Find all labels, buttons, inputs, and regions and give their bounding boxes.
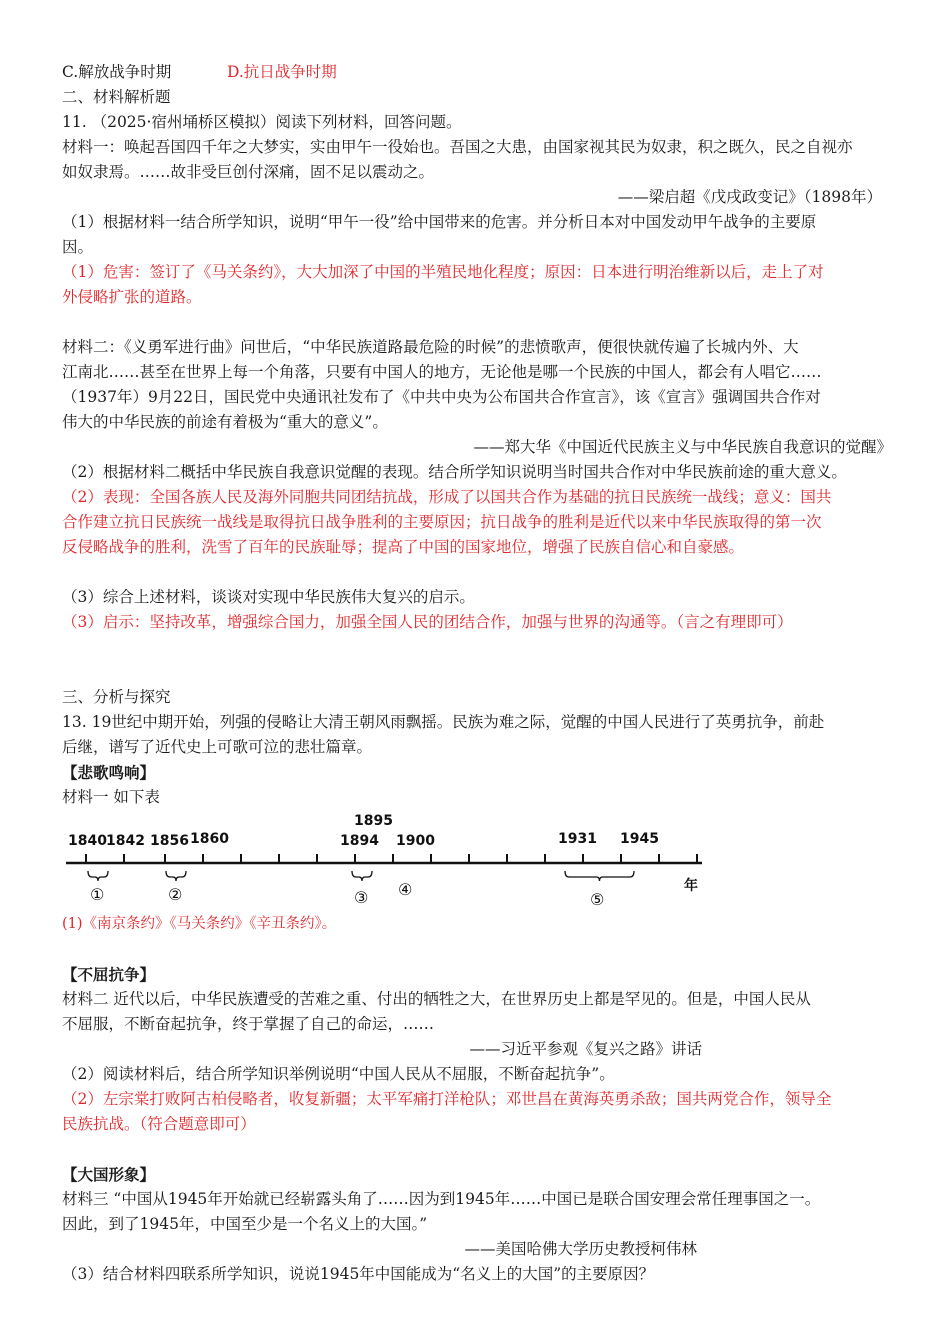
q13-answer2: 民族抗战。（符合题意即可）	[62, 1115, 256, 1133]
q13-answer2: （2）左宗棠打败阿古柏侵略者，收复新疆；太平军痛打洋枪队；邓世昌在黄海英勇杀敌；国共两党合作，领导全	[62, 1090, 832, 1108]
q13-answer1: (1)《南京条约》《马关条约》《辛丑条约》。	[62, 916, 337, 932]
q13-stem: 后继，谱写了近代史上可歌可泣的悲壮篇章。	[62, 738, 373, 756]
q11-material2-line: （1937年）9月22日，国民党中央通讯社发布了《中共中央为公布国共合作宣言》，该《宣言》强调国共合作对	[62, 388, 821, 406]
q11-answer1: （1）危害：签订了《马关条约》，大大加深了中国的半殖民地化程度；原因：日本进行明治维新以后，走上了对	[62, 263, 824, 281]
section-heading-material-analysis: 二、材料解析题	[62, 88, 171, 106]
option-d-answer: D.抗日战争时期	[227, 63, 337, 81]
q13-material1: 材料一 如下表	[62, 788, 160, 806]
q13-question3: （3）结合材料四联系所学知识，说说1945年中国能成为“名义上的大国”的主要原因？	[62, 1265, 655, 1283]
timeline-brace	[565, 871, 634, 881]
q11-question1: （1）根据材料一结合所学知识，说明“甲午一役”给中国带来的危害。并分析日本对中国发动甲午战争的主要原	[62, 213, 817, 231]
q11-material2-line: 材料二：《义勇军进行曲》问世后，“中华民族道路最危险的时候”的悲愤歌声，便很快就传遍了长城内外、大	[62, 338, 799, 356]
q13-material3-line: 因此，到了1945年，中国至少是一个名义上的大国。”	[62, 1215, 428, 1233]
option-c: C.解放战争时期	[62, 63, 172, 81]
document-page	[62, 60, 892, 1287]
timeline-year-label: 1900	[396, 833, 435, 849]
timeline-year-label: 1856	[150, 833, 189, 849]
q13-question2: （2）阅读材料后，结合所学知识举例说明“中国人民从不屈服，不断奋起抗争”。	[62, 1065, 615, 1083]
timeline-svg	[62, 813, 712, 909]
q13-heading-resistance: 【不屈抗争】	[62, 965, 156, 984]
q11-answer1: 外侵略扩张的道路。	[62, 288, 202, 306]
q13-material3-line: 材料三 “中国从1945年开始就已经崭露头角了……因为到1945年……中国已是联合国安理会常任理事国之一。	[62, 1190, 821, 1208]
q11-material2-source: ——郑大华《中国近代民族主义与中华民族自我意识的觉醒》	[473, 438, 892, 456]
q11-material1-source: ——梁启超《戊戌政变记》（1898年）	[617, 188, 882, 206]
timeline-segment-marker: ①	[90, 885, 105, 904]
q13-material3-source: ——美国哈佛大学历史教授柯伟林	[464, 1240, 697, 1258]
timeline-year-label: 1945	[620, 831, 659, 847]
timeline-brace	[352, 871, 372, 881]
q11-answer3: （3）启示：坚持改革，增强综合国力，加强全国人民的团结合作，加强与世界的沟通等。（言之有理即可）	[62, 613, 793, 631]
q11-material1-line: 材料一：唤起吾国四千年之大梦实，实由甲午一役始也。吾国之大患，由国家视其民为奴隶，积之既久，民之自视亦	[62, 138, 853, 156]
q11-stem: 11. （2025·宿州埇桥区模拟）阅读下列材料，回答问题。	[62, 113, 462, 131]
timeline-brace	[166, 871, 186, 881]
q13-material2-line: 材料二 近代以后，中华民族遭受的苦难之重、付出的牺牲之大，在世界历史上都是罕见的。但是，中国人民从	[62, 990, 811, 1008]
section-heading-analysis: 三、分析与探究	[62, 688, 171, 706]
q11-answer2: 合作建立抗日民族统一战线是取得抗日战争胜利的主要原因；抗日战争的胜利是近代以来中华民族取得的第一次	[62, 513, 822, 531]
timeline-brace	[88, 871, 108, 881]
q11-material2-line: 伟大的中华民族的前途有着极为“重大的意义”。	[62, 413, 388, 431]
timeline-unit-label: 年	[684, 878, 698, 894]
q13-stem: 13. 19世纪中期开始，列强的侵略让大清王朝风雨飘摇。民族为难之际，觉醒的中国人民进行了英勇抗争，前赴	[62, 713, 825, 731]
q13-heading-elegy: 【悲歌鸣响】	[62, 763, 156, 782]
q11-question3: （3）综合上述材料，谈谈对实现中华民族伟大复兴的启示。	[62, 588, 475, 606]
timeline-segment-marker: ②	[168, 885, 183, 904]
q13-material2-source: ——习近平参观《复兴之路》讲话	[469, 1040, 702, 1058]
timeline-segment-marker: ④	[398, 880, 413, 899]
timeline-year-label: 1860	[190, 831, 229, 847]
timeline-segment-marker: ⑤	[590, 890, 605, 909]
timeline-year-label: 1842	[106, 833, 145, 849]
q13-material2-line: 不屈服，不断奋起抗争，终于掌握了自己的命运，……	[62, 1015, 435, 1033]
answer-options-row	[62, 60, 892, 85]
q11-answer2: 反侵略战争的胜利，洗雪了百年的民族耻辱；提高了中国的国家地位，增强了民族自信心和自豪感。	[62, 538, 745, 556]
q13-heading-great-power: 【大国形象】	[62, 1165, 156, 1184]
timeline-figure	[62, 813, 712, 909]
q11-answer2: （2）表现：全国各族人民及海外同胞共同团结抗战，形成了以国共合作为基础的抗日民族统一战线；意义：国共	[62, 488, 832, 506]
timeline-segment-marker: ③	[354, 888, 369, 907]
q11-question1: 因。	[62, 238, 94, 256]
timeline-year-label: 1840	[68, 833, 107, 849]
timeline-year-label: 1931	[558, 831, 597, 847]
q11-material1-line: 如奴隶焉。……故非受巨创付深痛，固不足以震动之。	[62, 163, 435, 181]
q11-question2: （2）根据材料二概括中华民族自我意识觉醒的表现。结合所学知识说明当时国共合作对中华民族前途的重大意义。	[62, 463, 847, 481]
timeline-year-label: 1894	[340, 833, 379, 849]
timeline-year-label: 1895	[354, 813, 393, 829]
q11-material2-line: 江南北……甚至在世界上每一个角落，只要有中国人的地方，无论他是哪一个民族的中国人，都会有人唱它……	[62, 363, 822, 381]
